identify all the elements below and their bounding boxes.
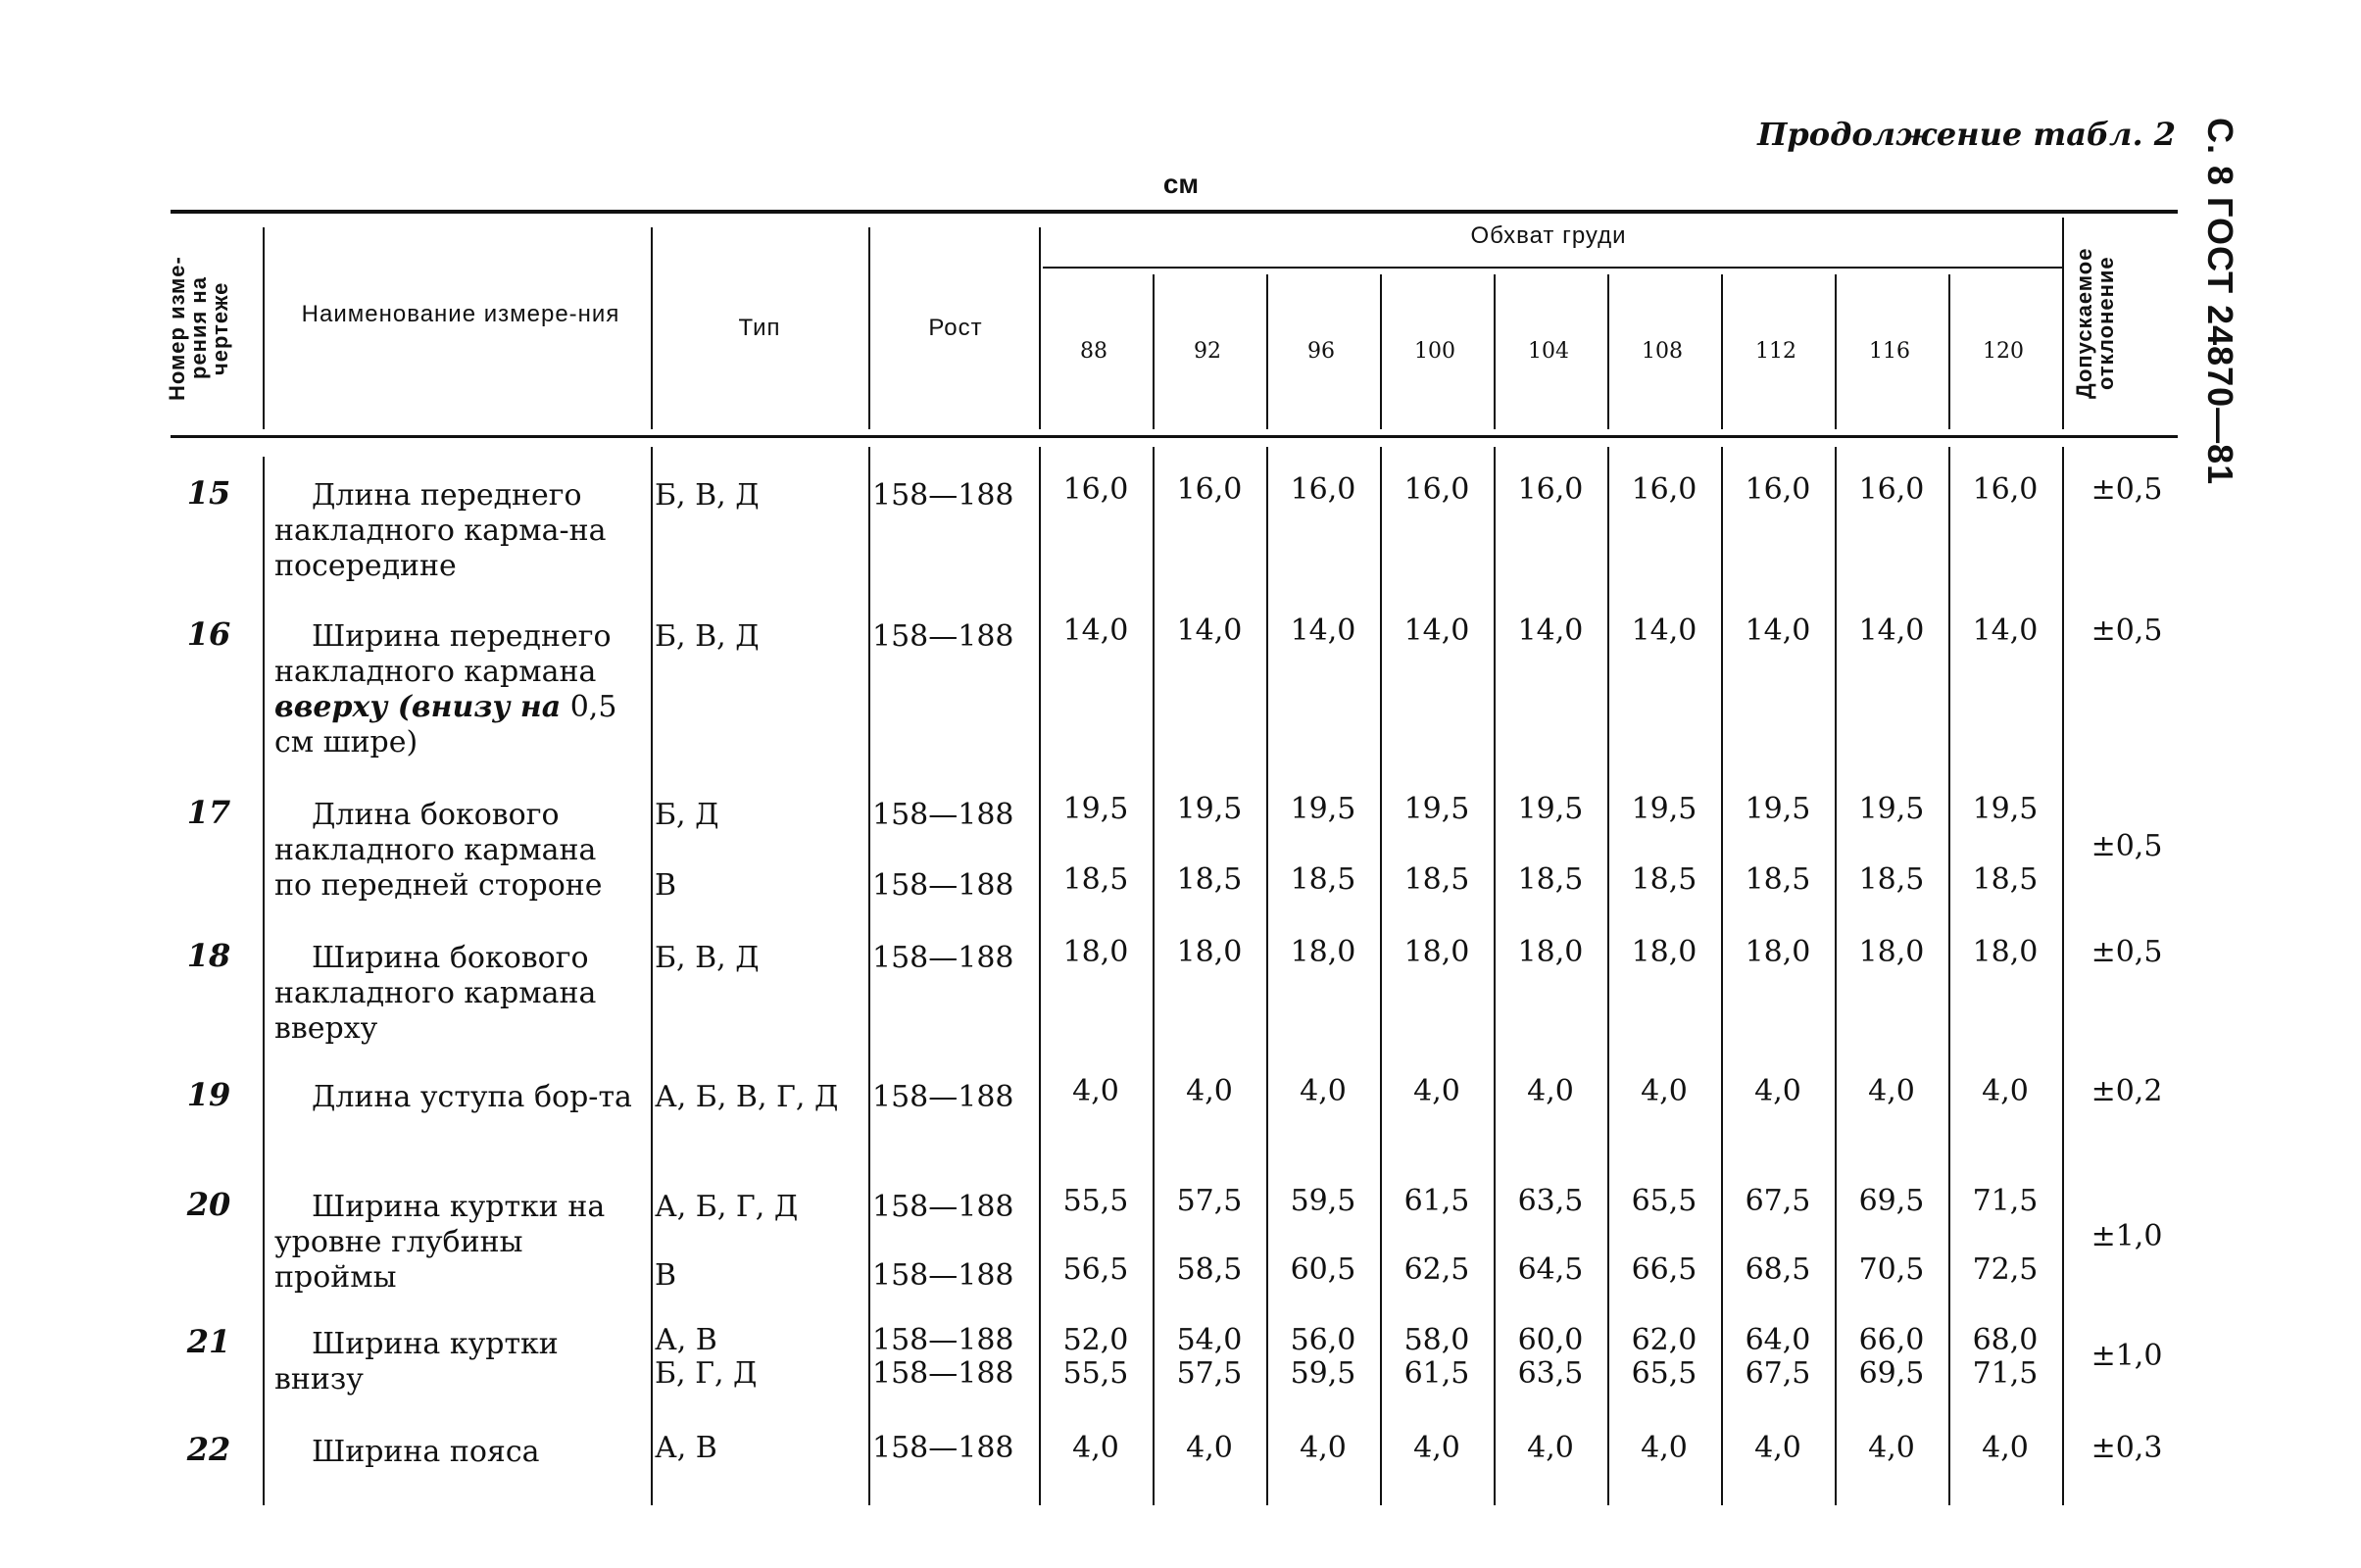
row-21a-value: 66,0	[1858, 1323, 1925, 1357]
row-20b-value: 68,5	[1745, 1252, 1811, 1287]
row-16-value: 14,0	[1972, 613, 2039, 648]
row-21a-value: 54,0	[1176, 1323, 1243, 1357]
row-20b-value: 70,5	[1858, 1252, 1925, 1287]
row-20a-value: 69,5	[1858, 1184, 1925, 1218]
row-19-value: 4,0	[1982, 1074, 2029, 1108]
header-obhvat: Обхват груди	[1470, 222, 1627, 249]
row-15-name: Длина переднего накладного карма-на посередине	[274, 478, 607, 583]
row-18-num: 18	[186, 937, 231, 974]
row-21a-value: 56,0	[1290, 1323, 1356, 1357]
col-divider	[2062, 218, 2064, 429]
row-17a-value: 19,5	[1858, 792, 1925, 826]
row-15-num: 15	[186, 474, 231, 512]
row-20b-value: 62,5	[1403, 1252, 1470, 1287]
row-17b-value: 18,5	[1517, 862, 1584, 897]
row-22-value: 4,0	[1868, 1431, 1915, 1465]
row-19-value: 4,0	[1413, 1074, 1460, 1108]
row-17a-value: 19,5	[1972, 792, 2039, 826]
table-top-rule	[171, 210, 2178, 214]
row-19-tolerance: ±0,2	[2090, 1074, 2163, 1108]
row-17b-value: 18,5	[1858, 862, 1925, 897]
row-20a-value: 61,5	[1403, 1184, 1470, 1218]
row-18-tolerance: ±0,5	[2090, 935, 2163, 969]
row-19-type: А, Б, В, Г, Д	[655, 1080, 839, 1114]
row-15-value: 16,0	[1176, 472, 1243, 507]
row-22-value: 4,0	[1413, 1431, 1460, 1465]
row-21b-value: 63,5	[1517, 1356, 1584, 1391]
row-16-type: Б, В, Д	[655, 619, 760, 654]
col-divider	[651, 227, 653, 429]
row-15-type: Б, В, Д	[655, 478, 760, 513]
row-15-value: 16,0	[1062, 472, 1129, 507]
header-type: Тип	[738, 315, 781, 341]
row-16-value: 14,0	[1176, 613, 1243, 648]
row-19-value: 4,0	[1754, 1074, 1801, 1108]
row-19-value: 4,0	[1186, 1074, 1233, 1108]
row-16-value: 14,0	[1062, 613, 1129, 648]
row-19-num: 19	[186, 1076, 231, 1113]
row-21b-value: 67,5	[1745, 1356, 1811, 1391]
row-20a-value: 55,5	[1062, 1184, 1129, 1218]
row-21b-value: 59,5	[1290, 1356, 1356, 1391]
row-21a-value: 60,0	[1517, 1323, 1584, 1357]
row-20-type-b: В	[655, 1258, 677, 1293]
row-21a-value: 52,0	[1062, 1323, 1129, 1357]
row-20-name: Ширина куртки на уровне глубины проймы	[274, 1190, 606, 1295]
row-16-name-italic: вверху (внизу на	[274, 690, 562, 724]
row-16-name-main: Ширина переднего накладного кармана	[274, 619, 612, 689]
row-22-value: 4,0	[1186, 1431, 1233, 1465]
row-22-value: 4,0	[1754, 1431, 1801, 1465]
row-22-value: 4,0	[1300, 1431, 1347, 1465]
row-22-tolerance: ±0,3	[2090, 1431, 2163, 1465]
row-20b-value: 58,5	[1176, 1252, 1243, 1287]
row-15-value: 16,0	[1631, 472, 1697, 507]
row-21b-value: 69,5	[1858, 1356, 1925, 1391]
row-21-rost-a: 158—188	[872, 1323, 1014, 1357]
row-17-tolerance: ±0,5	[2090, 829, 2163, 863]
row-21-num: 21	[186, 1323, 231, 1360]
row-17-num: 17	[186, 794, 231, 831]
row-16-value: 14,0	[1858, 613, 1925, 648]
row-20b-value: 64,5	[1517, 1252, 1584, 1287]
row-17-rost-b: 158—188	[872, 868, 1014, 903]
row-21-rost-b: 158—188	[872, 1356, 1014, 1391]
row-19-value: 4,0	[1641, 1074, 1688, 1108]
col-divider	[868, 227, 870, 429]
row-19-value: 4,0	[1868, 1074, 1915, 1108]
row-20a-value: 59,5	[1290, 1184, 1356, 1218]
row-21b-value: 61,5	[1403, 1356, 1470, 1391]
row-16-value: 14,0	[1403, 613, 1470, 648]
col-divider	[2062, 447, 2064, 1505]
row-21b-value: 57,5	[1176, 1356, 1243, 1391]
row-22-value: 4,0	[1072, 1431, 1119, 1465]
row-22-num: 22	[186, 1431, 231, 1468]
row-16-value: 14,0	[1517, 613, 1584, 648]
row-21b-value: 65,5	[1631, 1356, 1697, 1391]
size-100: 100	[1414, 339, 1455, 364]
row-21-name: Ширина куртки внизу	[274, 1327, 559, 1396]
row-20-num: 20	[186, 1186, 231, 1223]
units-label: см	[1162, 169, 1200, 199]
row-16-num: 16	[186, 615, 231, 653]
row-21b-value: 71,5	[1972, 1356, 2039, 1391]
row-18-value: 18,0	[1745, 935, 1811, 969]
row-20a-value: 57,5	[1176, 1184, 1243, 1218]
row-17a-value: 19,5	[1062, 792, 1129, 826]
row-18-value: 18,0	[1290, 935, 1356, 969]
row-21-type-b: Б, Г, Д	[655, 1356, 758, 1391]
row-20a-value: 65,5	[1631, 1184, 1697, 1218]
row-21-tolerance: ±1,0	[2090, 1339, 2163, 1373]
row-17-name: Длина бокового накладного кармана по передней стороне	[274, 798, 603, 903]
col-divider	[263, 457, 265, 1505]
row-22-value: 4,0	[1982, 1431, 2029, 1465]
row-19-rost: 158—188	[872, 1080, 1014, 1114]
row-16-tolerance: ±0,5	[2090, 613, 2163, 648]
row-15-value: 16,0	[1972, 472, 2039, 507]
row-21b-value: 55,5	[1062, 1356, 1129, 1391]
size-92: 92	[1194, 339, 1221, 364]
size-116: 116	[1869, 339, 1910, 364]
row-15-rost: 158—188	[872, 478, 1014, 513]
row-15-value: 16,0	[1858, 472, 1925, 507]
row-16-value: 14,0	[1745, 613, 1811, 648]
row-21a-value: 62,0	[1631, 1323, 1697, 1357]
row-18-value: 18,0	[1517, 935, 1584, 969]
col-divider	[651, 447, 653, 1505]
row-17a-value: 19,5	[1631, 792, 1697, 826]
row-15-value: 16,0	[1517, 472, 1584, 507]
row-20-rost-b: 158—188	[872, 1258, 1014, 1293]
row-22-value: 4,0	[1527, 1431, 1574, 1465]
row-17b-value: 18,5	[1745, 862, 1811, 897]
row-16-value: 14,0	[1631, 613, 1697, 648]
row-17b-value: 18,5	[1062, 862, 1129, 897]
row-16-rost: 158—188	[872, 619, 1014, 654]
row-21a-value: 64,0	[1745, 1323, 1811, 1357]
row-19-value: 4,0	[1300, 1074, 1347, 1108]
row-18-rost: 158—188	[872, 941, 1014, 975]
row-17b-value: 18,5	[1403, 862, 1470, 897]
row-20-type-a: А, Б, Г, Д	[655, 1190, 799, 1224]
row-22-value: 4,0	[1641, 1431, 1688, 1465]
row-20b-value: 56,5	[1062, 1252, 1129, 1287]
size-108: 108	[1642, 339, 1683, 364]
row-17-rost-a: 158—188	[872, 798, 1014, 832]
row-15-value: 16,0	[1403, 472, 1470, 507]
col-divider	[1039, 227, 1041, 429]
row-22-rost: 158—188	[872, 1431, 1014, 1465]
col-divider	[263, 227, 265, 429]
row-20a-value: 63,5	[1517, 1184, 1584, 1218]
row-18-value: 18,0	[1858, 935, 1925, 969]
row-21a-value: 58,0	[1403, 1323, 1470, 1357]
row-20b-value: 72,5	[1972, 1252, 2039, 1287]
size-120: 120	[1983, 339, 2024, 364]
header-name: Наименование измере-ния	[301, 301, 620, 327]
row-15-value: 16,0	[1290, 472, 1356, 507]
row-19-name: Длина уступа бор-та	[312, 1080, 632, 1114]
row-20-rost-a: 158—188	[872, 1190, 1014, 1224]
row-22-type: А, В	[655, 1431, 717, 1465]
row-20b-value: 66,5	[1631, 1252, 1697, 1287]
row-16-name-tail: 0,5 см шире)	[274, 690, 617, 760]
row-18-type: Б, В, Д	[655, 941, 760, 975]
row-21a-value: 68,0	[1972, 1323, 2039, 1357]
row-20b-value: 60,5	[1290, 1252, 1356, 1287]
row-21-type-a: А, В	[655, 1323, 717, 1357]
row-17-type-a: Б, Д	[655, 798, 719, 832]
header-num: Номер изме-рения на чертеже	[165, 256, 232, 401]
row-17b-value: 18,5	[1176, 862, 1243, 897]
row-18-value: 18,0	[1176, 935, 1243, 969]
row-17a-value: 19,5	[1517, 792, 1584, 826]
row-17a-value: 19,5	[1403, 792, 1470, 826]
row-20a-value: 71,5	[1972, 1184, 2039, 1218]
size-88: 88	[1080, 339, 1107, 364]
row-16-name	[274, 619, 637, 760]
continuation-caption: Продолжение табл. 2	[1757, 116, 2176, 153]
row-18-value: 18,0	[1972, 935, 2039, 969]
size-112: 112	[1755, 339, 1796, 364]
row-22-name: Ширина пояса	[312, 1435, 540, 1469]
row-19-value: 4,0	[1527, 1074, 1574, 1108]
table-header-rule	[171, 435, 2178, 438]
row-17b-value: 18,5	[1290, 862, 1356, 897]
row-17a-value: 19,5	[1290, 792, 1356, 826]
row-18-value: 18,0	[1631, 935, 1697, 969]
row-17-type-b: В	[655, 868, 677, 903]
row-15-tolerance: ±0,5	[2090, 472, 2163, 507]
row-18-value: 18,0	[1403, 935, 1470, 969]
row-17b-value: 18,5	[1972, 862, 2039, 897]
row-17a-value: 19,5	[1745, 792, 1811, 826]
size-96: 96	[1307, 339, 1335, 364]
header-tolerance: Допускаемое отклонение	[2072, 247, 2118, 400]
row-18-name: Ширина бокового накладного кармана вверху	[274, 941, 597, 1046]
document-side-title: С. 8 ГОСТ 24870—81	[2200, 118, 2240, 486]
row-17b-value: 18,5	[1631, 862, 1697, 897]
header-rost: Рост	[928, 315, 983, 341]
row-19-value: 4,0	[1072, 1074, 1119, 1108]
col-divider	[868, 447, 870, 1505]
size-104: 104	[1528, 339, 1569, 364]
row-16-value: 14,0	[1290, 613, 1356, 648]
row-18-value: 18,0	[1062, 935, 1129, 969]
row-15-value: 16,0	[1745, 472, 1811, 507]
row-20-tolerance: ±1,0	[2090, 1219, 2163, 1253]
row-20a-value: 67,5	[1745, 1184, 1811, 1218]
row-17a-value: 19,5	[1176, 792, 1243, 826]
obhvat-underline	[1043, 267, 2062, 269]
